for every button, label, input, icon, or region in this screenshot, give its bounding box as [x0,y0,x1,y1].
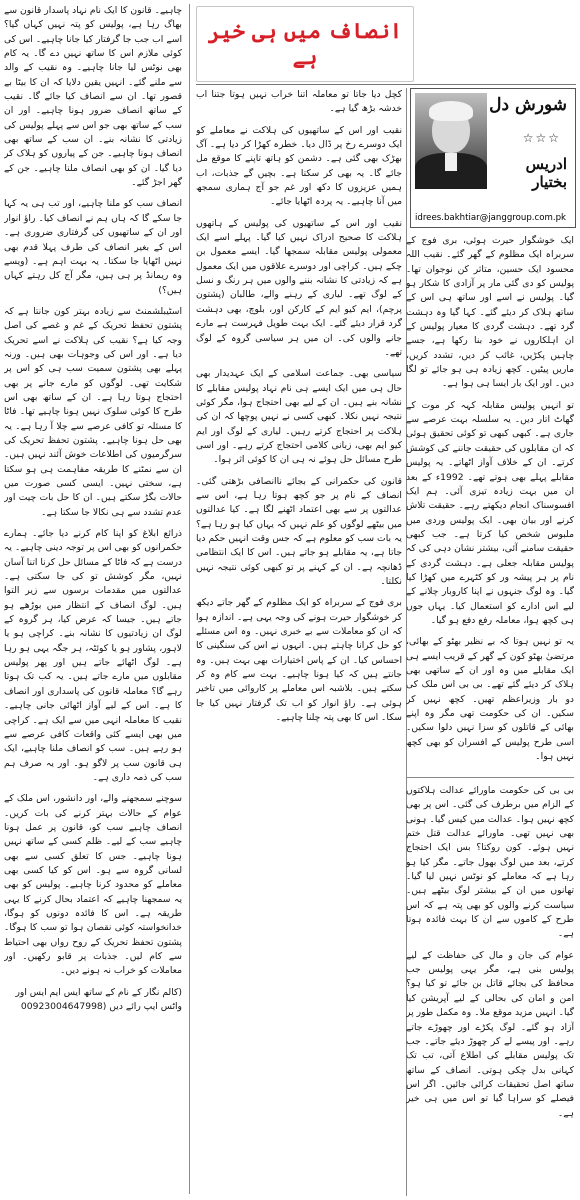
author-email[interactable]: idrees.bakhtiar@janggroup.com.pk [415,213,567,223]
columnist-contact [4,986,182,1015]
paragraph: تو انہیں پولیس مقابلہ کہہ کر موت کے گھاٹ اتار دیں۔ یہ سلسلہ بہت عرصے سے جاری ہے۔ کبھی کبھی تو کوئی تحقیق ہوئی کہ ان مقابلوں کی حقیقت جاننے کی کوشش کرتے۔ ان کے خلاف آواز اٹھاتے۔ یہ پولیس مقابلے پہلے بھی ہوتے تھے۔ 1992ء کے بعد ان میں بہت زیادہ تیزی آئی۔ ہم ایک افسوسناک انجام دیکھتے رہے۔ حقیقت تلاش کرنے اور بیان بھی۔ ایک پولیس وردی میں ملبوس شخص کیا کرتا ہے۔ جب کبھی حقیقت سامنے آئی، بیشتر نشان دہی کی کہ پولیس مقابلہ جعلی ہے۔ دہشت گردی کے نام پر ہر پیشہ ور کو کٹہرے میں کھڑا کیا گیا۔ وہ لوگ جنہوں نے اپنا کاروبار چلانے کے لیے اس ادارے کو استعمال کیا۔ یہاں جوں ہی کچھ ہوا، معاملہ رفع دفع ہو گیا۔ [406,399,574,626]
header-rule [196,84,576,85]
paragraph: چاہیے۔ قانون کا ایک نام نہاد پاسدار قانون سے بھاگ رہا ہے، پولیس کو پتہ نہیں کہاں گیا؟ اسے اب جب جا گرفتار کیا جانا چاہیے۔ اس کی کوئی ملازم اس کا ساتھ نہیں دے گا۔ یہ کام بھی نوٹس لیا جانا چاہیے۔ وہ نقیب کے والد سے ملنے گئے۔ انہیں یقین دلایا کہ ان کا بیٹا بے قصور تھا۔ ان سے انصاف کیا جائے گا۔ نقیب کے ساتھ انصاف ضرور ہونا چاہیے۔ اور ان سب کے ساتھ بھی جو اس سے پہلے پولیس کی زیادتی کا نشانہ بنے۔ ان سب کے ساتھ بھی انصاف ہونا چاہیے۔ جن کے پیاروں کو ہلاک کر دیا گیا۔ ان کو بھی انصاف ملنا چاہیے۔ جن کے گھر اجڑ گئے۔ [4,5,182,189]
author-photo [415,93,487,189]
paragraph: یہ تو نہیں ہوتا کہ بے نظیر بھٹو کے بھائی، مرتضیٰ بھٹو کون کے گھر کے قریب ایسے ہی ایک مقابلے میں وہ اور ان کے ساتھی بھی ہلاک کر دیئے گئے تھے۔ بی بی اس ملک کی دو بار وزیراعظم تھیں۔ کچھ نہیں کر سکیں۔ ان کی حکومت تھی مگر وہ اپنے بھائی کے قاتلوں کو سزا نہیں دلوا سکیں۔ اسی طرح پولیس کے افسران کو بھی کچھ نہیں ہوا۔ [406,636,574,763]
author-name: ادریس بختیار [525,155,567,191]
article-column-right [406,234,574,772]
paragraph: نقیب اور اس کے ساتھیوں کی ہلاکت نے معاملے کو ایک دوسرے رخ پر ڈال دیا۔ خطرہ کھڑا کر دیا ہے۔ آگ بھڑک بھی گئی ہے۔ دشمن کو ہاتھ تاپنے کا موقع مل جائے گا۔ یہ بھی کر سکتا ہے۔ بچیں گے جذبات، اب ہمیں عزیزوں کا دکھ اور غم جو آج ہماری سمجھ میں آنا چاہیے۔ یہ پردہ اٹھایا جائے۔ [196,124,402,208]
article-column-left [4,4,182,1194]
paragraph: بی بی کی حکومت ماورائے عدالت ہلاکتوں کے الزام میں برطرف کی گئی۔ اس پر بھی کچھ نہیں ہوا۔ عدالت میں کیس گیا۔ ہونی بھی نہیں تھی۔ ماورائے عدالت قتل ختم نہیں ہوئے۔ کون روکتا؟ بس ایک احتجاج کرتے، بعد میں لوگ بھول جاتے۔ مگر کیا ہو رہا ہے کہ معاملے کو نوٹس نہیں لیا گیا۔ تھانوں میں ان کے بیشتر لوگ بیٹھے ہیں۔ سیاست کرنے والوں کو بھی پتہ ہے کہ اس طرح کے کاموں سے ان کا بہت فائدہ ہوتا ہے۔ [406,785,574,940]
stars-icon: ☆☆☆ [522,131,561,145]
article-headline: انصاف میں ہی خیر ہے [207,17,403,69]
paragraph: ایک خوشگوار حیرت ہوئی، بری فوج کے سربراہ ایک مظلوم کے گھر گئے۔ نقیب اللہ محسود ایک حسین، متاثر کن نوجوان تھا۔ پولیس کو دی گئی مار پر آزادی کا شکار ہو گیا۔ پولیس نے اسے اور ساتھ ہی اس کے ساتھ ہلاک کر دیئے گئے۔ کہا گیا وہ دہشت گرد تھے۔ دہشت گردی کا معیار پولیس کے ان اہلکاروں نے خود بنا رکھا ہے، جسے چاہیں پکڑیں، غائب کر دیں، تشدد کریں، ماریں پیٹیں۔ کچھ زیادہ ہی ہو جائے تو لگا دیں۔ اور ایک بار ایسا ہی ہوا ہے۔ [406,235,574,390]
paragraph: قانون کی حکمرانی کے بجائے ناانصافی بڑھتی گئی۔ انصاف کے نام پر جو کچھ ہوتا رہا ہے، اس سے عدالتوں پر سے بھی اعتماد اٹھنے لگا ہے۔ کیا عدالتوں میں بیٹھے لوگوں کو علم نہیں کہ یہاں کیا ہو رہا ہے؟ یہ بات سب کو معلوم ہے کہ جس وقت انہیں حکم دیا جاتا ہے، یہ مقابلے ہو جاتے ہیں۔ اس کا ایک انتظامی ڈھانچہ ہے۔ ان کے کہنے پر تو کبھی کوئی نتیجہ نہیں نکلتا۔ [196,475,402,587]
paragraph: ذرائع ابلاغ کو اپنا کام کرنے دیا جائے۔ ہمارے حکمرانوں کو بھی اس پر توجہ دینی چاہیے۔ یہ درست ہے کہ فاٹا کے مسائل حل کرنا اتنا آسان نہیں، مگر کوشش تو کی جا سکتی ہے۔ عدالتوں میں مقدمات برسوں سے زیر التوا ہیں۔ لوگ انصاف کے انتظار میں بوڑھے ہو جاتے ہیں۔ جیسا کہ عرض کیا، ہر گروہ کے لوگ ان زیادتیوں کا نشانہ بنے۔ کراچی ہو یا لاہور، پشاور ہو یا کوئٹہ، ہر جگہ یہی ہو رہا ہے۔ لوگ اٹھائے جاتے ہیں اور پھر پولیس مقابلوں میں مارے جاتے ہیں۔ یہ کب تک ہوتا رہے گا؟ معاملہ قانون کی پاسداری اور انصاف کا ہے۔ اس کے لیے آواز اٹھائی جانی چاہیے۔ نقیب کا معاملہ انہی میں سے ایک ہے۔ کراچی میں بھی ایسے کئی واقعات کافی عرصے سے ہو رہے ہیں۔ سب کو انصاف ملنا چاہیے، ایک ہی قانون سب پر لاگو ہو۔ اور یہ صرف ہم سب کی ذمہ داری ہے۔ [4,528,182,783]
contact-number: 00923004647998) [20,1001,107,1013]
paragraph: عوام کی جان و مال کی حفاظت کے لیے پولیس بنی ہے، مگر یہی پولیس جب محافظ کی بجائے قاتل بن جائے تو کیا ہو؟ امن و امان کی بحالی کے لیے آپریشن کیا گیا۔ انہیں مزید موقع ملا۔ وہ مکمل طور پر آزاد ہو گئے۔ لوگ پکڑے اور چھوڑے جاتے رہے۔ اور پیسے لے کر چھوڑ دیئے جاتے۔ جب تک پولیس مقابلے کی اطلاع آتی، تب تک کہانی بدل چکی ہوتی۔ انصاف کے ساتھ ساتھ اصل تحقیقات کرائی جائیں۔ اگر اس فیصلے کو سراہا گیا تو اس میں ہی خیر ہے۔ [406,949,574,1119]
article-column-middle [196,88,402,1194]
headline-band [196,6,414,82]
paragraph: انصاف سب کو ملنا چاہیے، اور تب ہی یہ کہا جا سکے گا کہ ہاں ہم نے انصاف کیا۔ راؤ انوار اور ان کے ساتھیوں کی گرفتاری ضروری ہے۔ اس کے بغیر انصاف کی طرف پہلا قدم بھی نہیں اٹھایا جا سکتا۔ یہ بہت اہم ہے۔ (ویسے وہ ریمانڈ پر ہی ہیں، مگر آج کل رہتے کہاں ہیں؟) [4,198,182,296]
paragraph: بری فوج کے سربراہ کو ایک مظلوم کے گھر جاتے دیکھ کر خوشگوار حیرت ہونے کی وجہ یہی ہے۔ اندازہ ہوا کہ ان کو معاملات سے بے خبری نہیں۔ وہ اس مسئلے کو حل کرانا چاہتے ہیں۔ انہوں نے اس کی سنگینی کا احساس کیا۔ ان کے پاس اختیارات بھی بہت ہیں۔ وہ جانتے ہیں کہ کیا ہونا چاہیے۔ بہت سے کام وہ کر سکتے ہیں۔ بلاشبہ اس معاملے پر کاروائی میں تاخیر ہوئی ہے۔ راؤ انوار کو اب تک گرفتار نہیں کیا جا سکا۔ اس کا بھی پتہ چلنا چاہیے۔ [196,597,402,724]
paragraph: سیاسی بھی۔ جماعت اسلامی کے ایک عہدیدار بھی حال ہی میں ایک ایسے ہی نام نہاد پولیس مقابلے کا نشانہ بنے ہیں۔ ان کے لیے بھی احتجاج ہوا، مگر کوئی نتیجہ نہیں نکلا۔ کبھی کسی نے نہیں پوچھا کہ ان کی ہلاکت پر احتجاج کرتے رہیں۔ لیاری کے لوگ اور ایم کیو ایم بھی، زبانی کلامی احتجاج کرتے رہے۔ اور اسی طرح مسائل حل ہوئے نہ ہی ان کا کوئی اثر ہوا۔ [196,368,402,466]
section-divider [406,777,574,778]
article-column-right-lower [406,784,574,1194]
paragraph: اسٹیبلشمنٹ سے زیادہ بہتر کون جانتا ہے کہ پشتون تحفظ تحریک کے غم و غصے کی اصل وجہ کیا ہے؟ نقیب کی ہلاکت نے اسے تحریک دیا ہے۔ اور اس کی وجوہات بھی ہیں۔ ورنہ پہلے بھی پشتون سمیت سب ہی کو اس پر شکایت تھی۔ لوگوں کو مارے جانے پر بھی احتجاج ہوتا رہا ہے۔ ان کے ساتھ بھی اس طرح کا کوئی سلوک نہیں ہونا چاہیے تھا۔ فاٹا کا مسئلہ تو کافی عرصے سے چلا آ رہا ہے۔ یہ بھی حل ہونا چاہیے۔ پشتون تحفظ تحریک کی سرگرمیوں کی اطلاعات خوش آئند نہیں ہیں۔ ان سے نمٹنے کا طریقہ مفاہمت ہی ہو سکتا ہے، سختی نہیں۔ ایسی کسی صورت میں حالات بگڑ سکتے ہیں۔ ان کا حل بات چیت اور عدم تشدد سے ہی نکالا جا سکتا ہے۔ [4,305,182,518]
paragraph: کچل دیا جاتا تو معاملہ اتنا خراب نہیں ہوتا جتنا اب خدشہ بڑھ گیا ہے۔ [196,89,402,115]
column-name: شورش دل [489,95,567,115]
paragraph: نقیب اور اس کے ساتھیوں کی پولیس کے ہاتھوں ہلاکت کا صحیح ادراک نہیں کیا گیا۔ پہلے اسے ایک معمولی پولیس مقابلہ سمجھا گیا۔ ایسے معمول بن چکے ہیں۔ کراچی اور دوسرے علاقوں میں ایک معمول ہے کہ زیادتی کا نشانہ بننے والوں میں ہر رنگ و نسل کے لوگ تھے۔ لیاری کے رہنے والے، طالبان (پشتون پرچم)، ایم کیو ایم کے کارکن اور، بلوچ، بھی دہشت گرد قرار دیئے گئے۔ ایک بہت طویل فہرست ہے مارے جانے والوں کی۔ ان میں ہر سیاسی گروہ کے لوگ تھے۔ [196,217,402,358]
author-box [410,88,576,228]
column-divider [189,4,190,1194]
contact-text: (کالم نگار کے نام کے ساتھ ایس ایم ایس اور واٹس ایپ رائے دیں [15,986,182,1013]
paragraph: سوچنے سمجھنے والے، اور دانشور، اس ملک کے عوام کے حالات بہتر کرنے کی بات کریں۔ انصاف چاہیے سب کو، قانون پر عمل ہونا چاہیے سب کے لیے۔ ظلم کسی کے ساتھ نہیں ہونا چاہیے۔ جس کا تعلق کسی سے بھی لسانی گروہ سے ہو۔ اس کو کیا کسی بھی معاملے کو محدود کرنا چاہیے۔ پولیس کو بھی یہ سمجھنا چاہیے کہ اعتماد بحال کرنے کا یہی طریقہ ہے۔ اس کا فائدہ دونوں کو ہوگا، خدانخواستہ کوئی نقصان ہوا تو سب کا ہوگا۔ پشتون تحفظ تحریک کے روح رواں بھی احتیاط سے کام لیں۔ جذبات پر قابو رکھیں۔ اور معاملات کو خراب نہ ہونے دیں۔ [4,793,182,977]
